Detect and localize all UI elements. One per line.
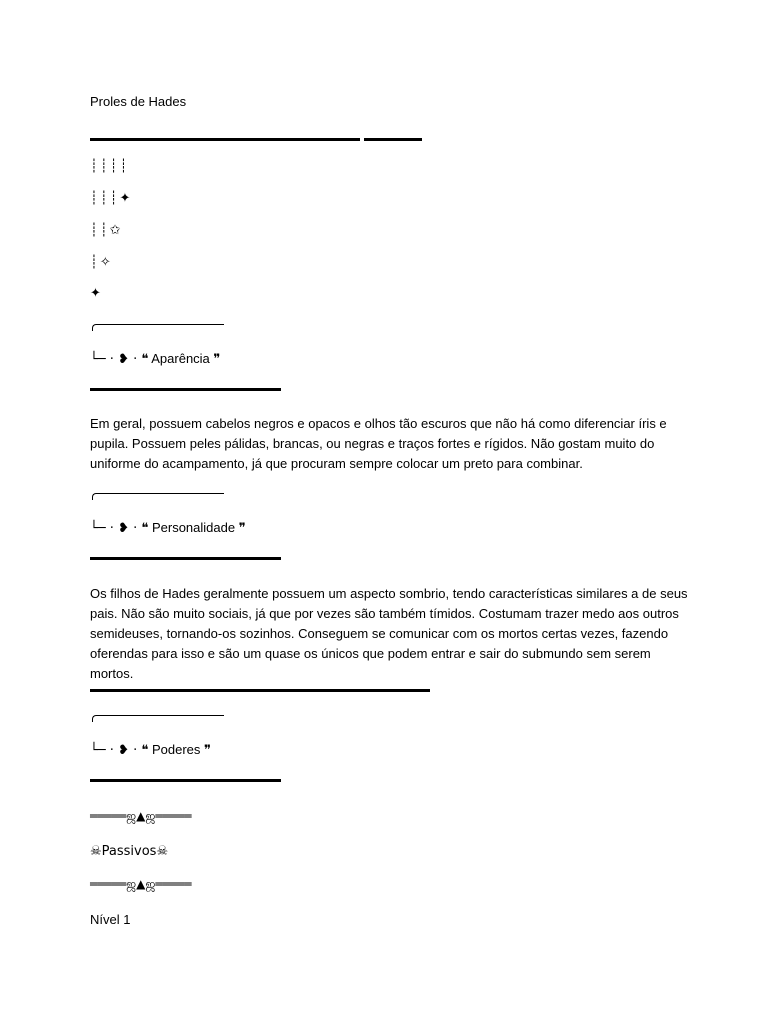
section-heading-poderes xyxy=(90,742,211,759)
section-heading-aparencia xyxy=(90,351,220,368)
deco-line: ┊✧ xyxy=(90,255,113,270)
heading-frame xyxy=(92,493,224,500)
document-title: Proles de Hades xyxy=(90,94,187,109)
heading-frame xyxy=(92,715,224,722)
heading-ornament: └─ · ❥ · ❝ xyxy=(90,521,149,536)
heading-text: Aparência xyxy=(151,351,210,366)
heading-ornament: └─ · ❥ · ❝ xyxy=(90,352,149,367)
heading-text: Personalidade xyxy=(151,520,236,535)
heading-ornament-close: ❞ xyxy=(213,352,221,367)
heading-ornament: └─ · ❥ · ❝ xyxy=(90,743,149,758)
ornament-divider: ═════ஜ▲ஜ═════ xyxy=(90,877,192,891)
divider-bar-short xyxy=(364,138,422,141)
heading-ornament-close: ❞ xyxy=(204,743,212,758)
paragraph-aparencia: Em geral, possuem cabelos negros e opacos e olhos tão escuros que não há como diferenciar íris e pupila. Possuem peles pálidas, brancas, ou negras e traços fortes e rígidos. Não gostam muito do uniforme do acampamento, já que procuram sempre colocar um preto para combinar. xyxy=(90,416,667,471)
deco-line: ✦ xyxy=(90,286,101,301)
divider-bar xyxy=(90,779,281,782)
deco-line: ┊┊✩ xyxy=(90,223,123,238)
heading-text: Poderes xyxy=(151,742,201,757)
paragraph-personalidade: Os filhos de Hades geralmente possuem um aspecto sombrio, tendo características similares a de seus pais. Não são muito sociais, já que por vezes são também tímidos. Costumam trazer medo aos outros semideuses, tornando-os sozinhos. Conseguem se comunicar com os mortos certas vezes, fazendo oferendas para isso e são um quase os únicos que podem entrar e sair do submundo sem serem mortos. xyxy=(90,586,688,681)
divider-bar xyxy=(90,557,281,560)
deco-line: ┊┊┊✦ xyxy=(90,191,133,206)
deco-line: ┊┊┊┊ xyxy=(90,159,130,174)
divider-bar-wide xyxy=(90,689,430,692)
section-heading-personalidade xyxy=(90,520,246,537)
divider-bar-long xyxy=(90,138,360,141)
level-label: Nível 1 xyxy=(90,912,131,927)
divider-bar xyxy=(90,388,281,391)
passivos-label: ☠Passivos☠ xyxy=(90,844,169,859)
heading-frame xyxy=(92,324,224,331)
heading-ornament-close: ❞ xyxy=(238,521,246,536)
ornament-divider: ═════ஜ▲ஜ═════ xyxy=(90,809,192,823)
